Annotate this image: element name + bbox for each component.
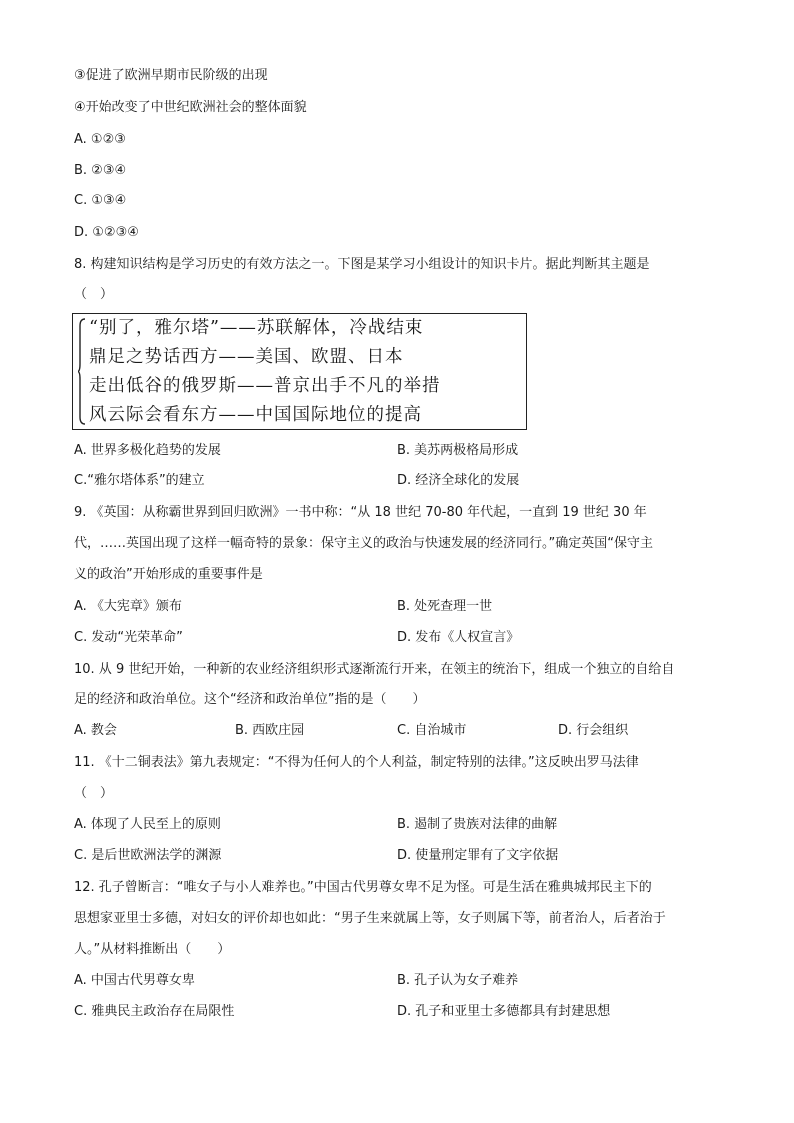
q9-option-b: B. 处死查理一世 <box>397 599 493 614</box>
knowledge-card <box>72 313 527 430</box>
q11-stem: 11. 《十二铜表法》第九表规定：“不得为任何人的个人利益，制定特别的法律。”这反映出罗马法律 <box>74 755 639 770</box>
q12-option-a: A. 中国古代男尊女卑 <box>74 973 195 988</box>
q10-stem-line-2: 足的经济和政治单位。这个“经济和政治单位”指的是（ ） <box>74 692 426 707</box>
card-line-4: 风云际会看东方——中国国际地位的提高 <box>89 405 422 425</box>
card-line-3: 走出低谷的俄罗斯——普京出手不凡的举措 <box>89 376 441 396</box>
q8-option-c: C.“雅尔塔体系”的建立 <box>74 473 205 488</box>
q9-option-c: C. 发动“光荣革命” <box>74 630 183 645</box>
q12-option-b: B. 孔子认为女子难养 <box>397 973 519 988</box>
q10-stem-line-1: 10. 从 9 世纪开始，一种新的农业经济组织形式逐渐流行开来，在领主的统治下，组成一个独立的自给自 <box>74 662 675 677</box>
q11-paren: （ ） <box>74 786 114 801</box>
q11-option-d: D. 使量刑定罪有了文字依据 <box>397 848 559 863</box>
q7-option-c: C. ①③④ <box>74 193 127 208</box>
card-line-2: 鼎足之势话西方——美国、欧盟、日本 <box>89 347 404 367</box>
q12-stem-line-2: 思想家亚里士多德，对妇女的评价却也如此：“男子生来就属上等，女子则属下等，前者治人，后者治于 <box>74 911 666 926</box>
q7-item-3: ③促进了欧洲早期市民阶级的出现 <box>74 68 268 83</box>
q7-item-4: ④开始改变了中世纪欧洲社会的整体面貌 <box>74 100 307 115</box>
q11-option-a: A. 体现了人民至上的原则 <box>74 817 221 832</box>
q10-option-d: D. 行会组织 <box>558 723 629 738</box>
brace-icon <box>78 318 86 425</box>
q9-option-d: D. 发布《人权宣言》 <box>397 630 520 645</box>
q12-option-c: C. 雅典民主政治存在局限性 <box>74 1004 235 1019</box>
q8-option-b: B. 美苏两极格局形成 <box>397 443 519 458</box>
q10-option-a: A. 教会 <box>74 723 117 738</box>
q8-paren: （ ） <box>74 287 114 302</box>
q12-stem-line-1: 12. 孔子曾断言：“唯女子与小人难养也。”中国古代男尊女卑不足为怪。可是生活在雅典城邦民主下的 <box>74 880 652 895</box>
q9-stem-line-3: 义的政治”开始形成的重要事件是 <box>74 567 263 582</box>
q8-option-a: A. 世界多极化趋势的发展 <box>74 443 221 458</box>
q7-option-a: A. ①②③ <box>74 132 126 147</box>
q9-option-a: A. 《大宪章》颁布 <box>74 599 182 614</box>
q11-option-b: B. 遏制了贵族对法律的曲解 <box>397 817 558 832</box>
card-line-1: “别了，雅尔塔”——苏联解体，冷战结束 <box>89 318 424 338</box>
q12-stem-line-3: 人。”从材料推断出（ ） <box>74 942 231 957</box>
q7-option-b: B. ②③④ <box>74 163 127 178</box>
q8-option-d: D. 经济全球化的发展 <box>397 473 520 488</box>
q10-option-b: B. 西欧庄园 <box>235 723 305 738</box>
q7-option-d: D. ①②③④ <box>74 225 139 240</box>
q10-option-c: C. 自治城市 <box>397 723 467 738</box>
q9-stem-line-2: 代，……英国出现了这样一幅奇特的景象：保守主义的政治与快速发展的经济同行。”确定英国“保守主 <box>74 536 653 551</box>
q11-option-c: C. 是后世欧洲法学的渊源 <box>74 848 222 863</box>
q9-stem-line-1: 9. 《英国：从称霸世界到回归欧洲》一书中称：“从 18 世纪 70-80 年代起，一直到 19 世纪 30 年 <box>74 505 647 520</box>
q12-option-d: D. 孔子和亚里士多德都具有封建思想 <box>397 1004 611 1019</box>
q8-stem: 8. 构建知识结构是学习历史的有效方法之一。下图是某学习小组设计的知识卡片。据此判断其主题是 <box>74 257 650 272</box>
